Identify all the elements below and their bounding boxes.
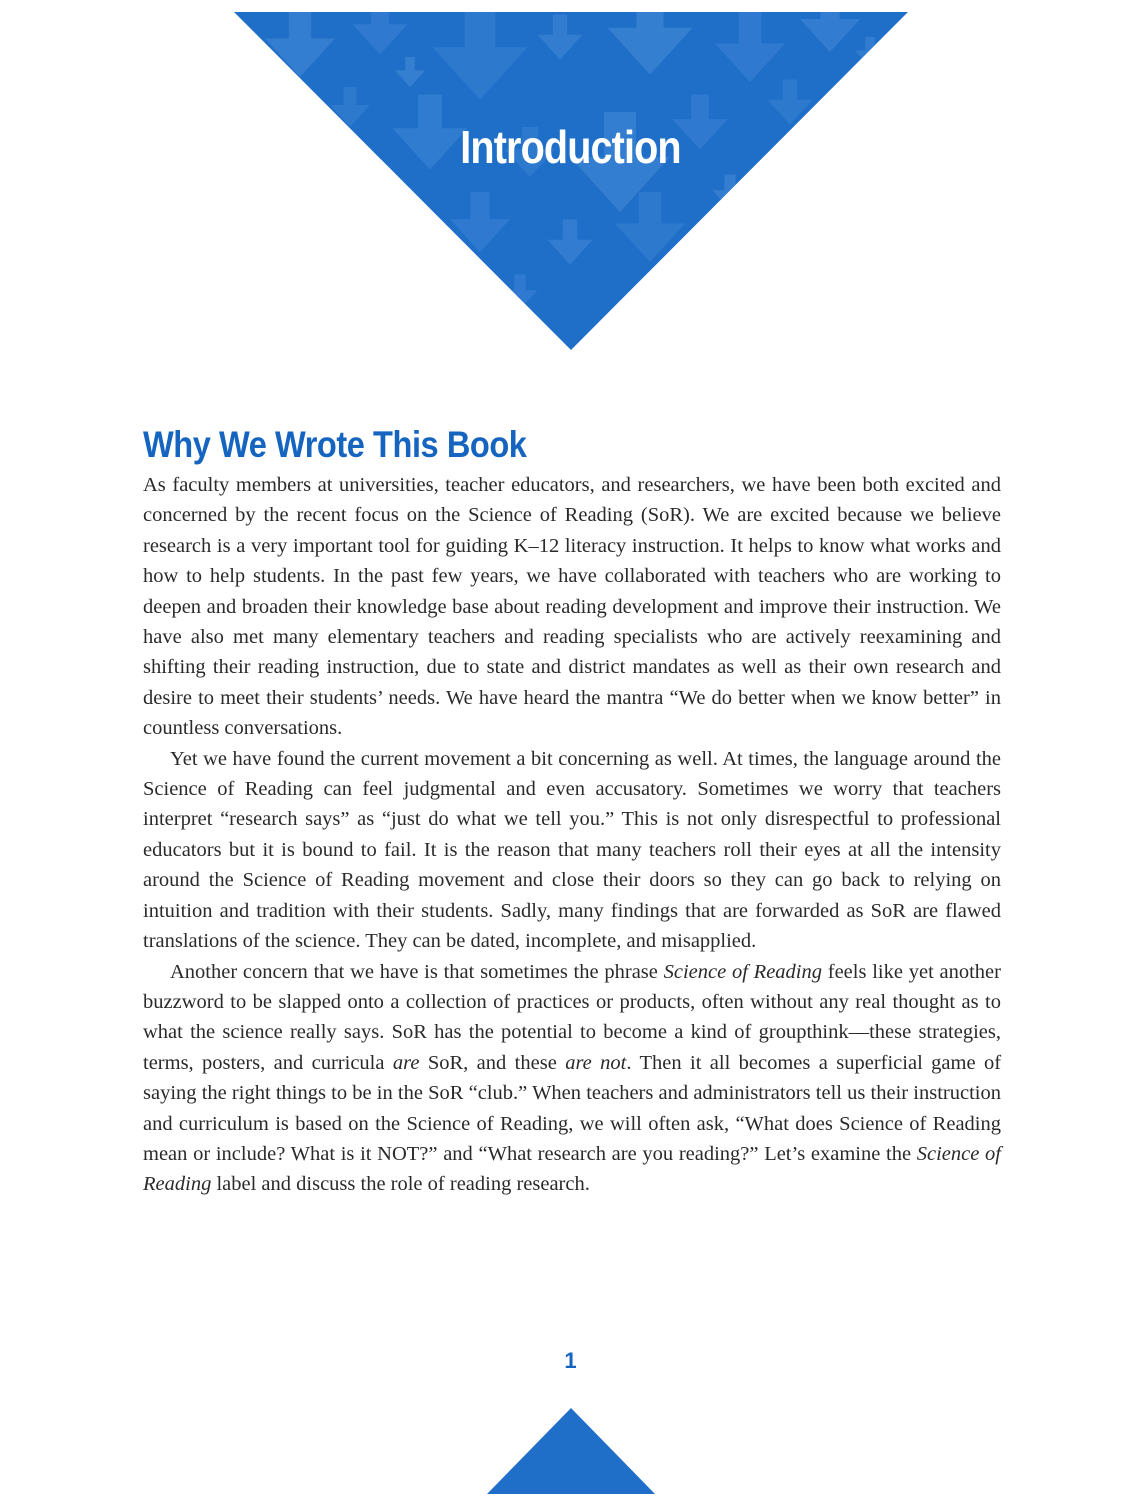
text-run: feels like yet another buzzword to be slapped onto a collection of practices or products, often without any real thought as to what the science really says. SoR has the potential to become a kind of groupthink—these strategies, terms, posters, and curricula — [143, 960, 1001, 1074]
page-number: 1 — [564, 1348, 577, 1373]
header-banner — [230, 12, 910, 352]
italic-run: Science of Reading — [143, 1142, 1001, 1196]
paragraph — [143, 957, 1001, 1200]
text-run: Yet we have found the current movement a bit concerning as well. At times, the language around the Science of Reading can feel judgmental and even accusatory. Sometimes we worry that teachers interpret “research says” as “just do what we tell you.” This is not only disrespectful to professional educators but it is bound to fail. It is the reason that many teachers roll their eyes at all the intensity around the Science of Reading movement and close their doors so they can go back to relying on intuition and tradition with their students. Sadly, many findings that are forwarded as SoR are flawed translations of the science. They can be dated, incomplete, and misapplied. — [143, 747, 1001, 953]
text-run: . Then it all becomes a superficial game of saying the right things to be in the SoR “club.” When teachers and administrators tell us their instruction and curriculum is based on the Science of Reading, we will often ask, “What does Science of Reading mean or include? What is it NOT?” and “What research are you reading?” Let’s examine the — [143, 1051, 1002, 1165]
chapter-title: Introduction — [460, 121, 681, 173]
paragraph — [143, 470, 1001, 744]
section-heading: Why We Wrote This Book — [143, 424, 527, 465]
text-run: As faculty members at universities, teacher educators, and researchers, we have been both excited and concerned by the recent focus on the Science of Reading (SoR). We are excited because we believe research is a very important tool for guiding K–12 literacy instruction. It helps to know what works and how to help students. In the past few years, we have collaborated with teachers who are working to deepen and broaden their knowledge base about reading development and improve their instruction. We have also met many elementary teachers and reading specialists who are actively reexamining and shifting their reading instruction, due to state and district mandates as well as their own research and desire to meet their students’ needs. We have heard the mantra “We do better when we know better” in countless conversations. — [143, 474, 1001, 740]
up-triangle-decoration — [487, 1408, 655, 1494]
italic-run: Science of Reading — [663, 960, 822, 983]
down-triangle-decoration — [234, 12, 908, 350]
italic-run: are not — [565, 1051, 627, 1074]
text-run: Another concern that we have is that sometimes the phrase — [170, 960, 664, 983]
italic-run: are — [392, 1051, 420, 1074]
text-run: label and discuss the role of reading research. — [211, 1173, 590, 1196]
paragraph — [143, 744, 1001, 957]
text-run: SoR, and these — [419, 1051, 566, 1074]
body-text — [143, 470, 1001, 1200]
